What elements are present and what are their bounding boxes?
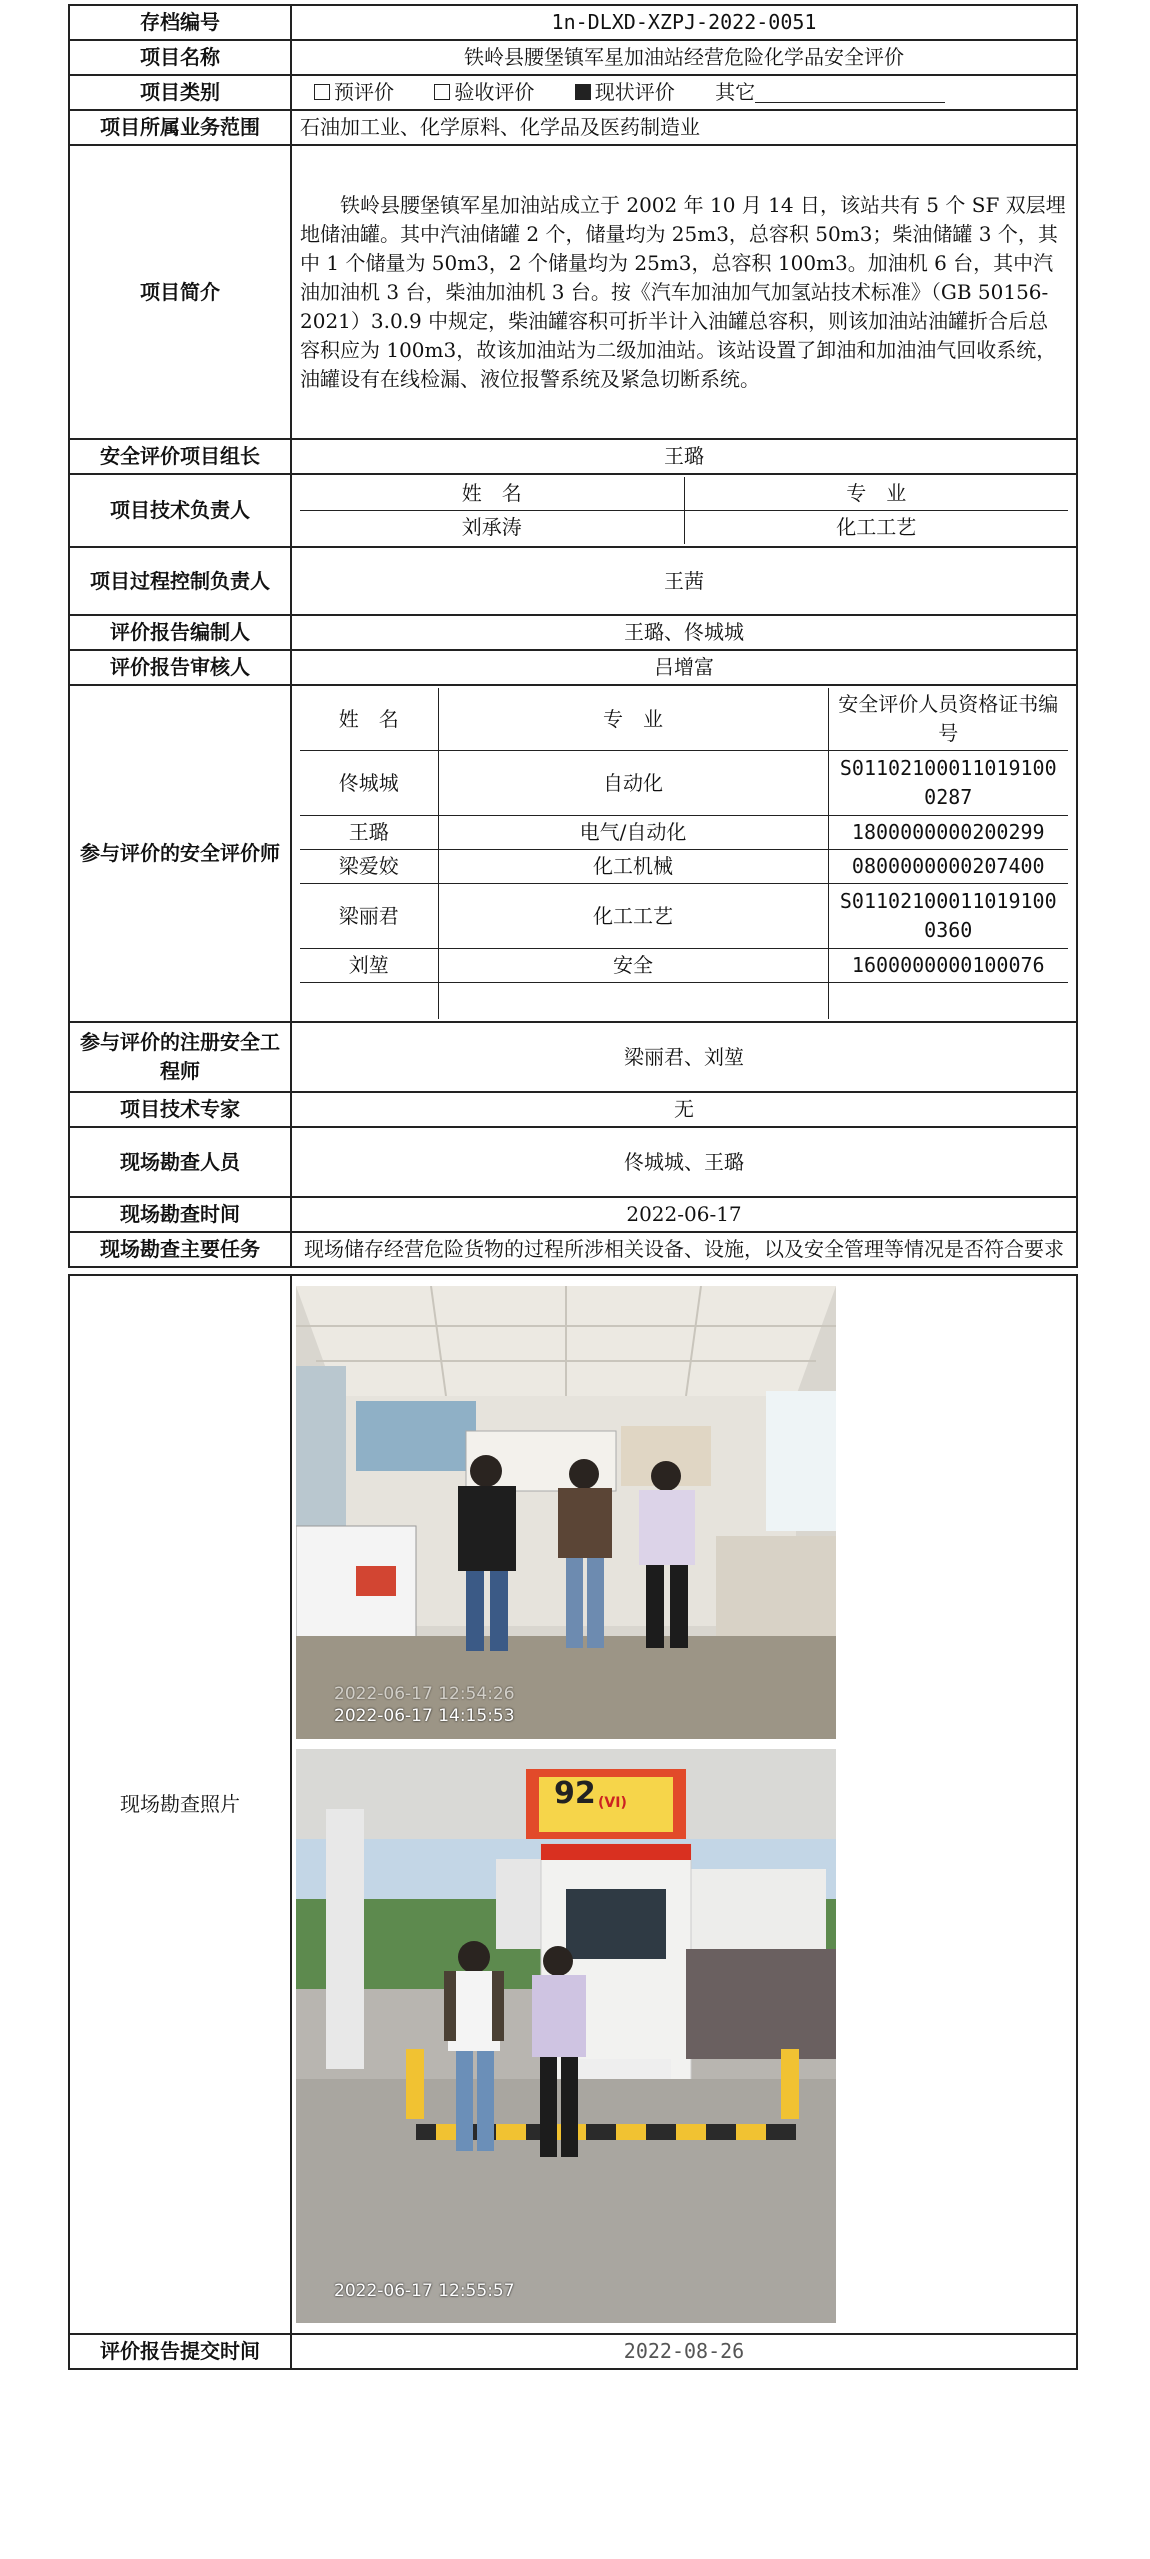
assessors-header-cert: 安全评价人员资格证书编号 [828, 688, 1068, 751]
checkbox-current[interactable] [575, 84, 591, 100]
survey-time-label: 现场勘查时间 [69, 1197, 291, 1232]
survey-photo-pump [296, 1749, 836, 2323]
report-reviewer-label: 评价报告审核人 [69, 650, 291, 685]
tech-lead-label: 项目技术负责人 [69, 474, 291, 547]
assessor-cert: 1800000000200299 [828, 816, 1068, 850]
assessor-major: 化工工艺 [438, 884, 828, 949]
assessor-name: 梁爱姣 [300, 850, 438, 884]
table-row [300, 949, 1068, 983]
row-project-summary [69, 145, 1077, 439]
photo-timestamp: 2022-06-17 12:55:57 [334, 2281, 515, 2301]
pump-sign-grade: 92 [554, 1776, 596, 1811]
process-control-value: 王茜 [291, 547, 1077, 615]
info-table [68, 4, 1078, 1268]
tech-lead-header-name: 姓 名 [300, 477, 684, 511]
report-writers-value: 王璐、佟城城 [291, 615, 1077, 650]
pump-photo-image [296, 1749, 836, 2323]
project-name-label: 项目名称 [69, 40, 291, 75]
row-survey-task [69, 1232, 1077, 1267]
tech-expert-value: 无 [291, 1092, 1077, 1127]
team-leader-value: 王璐 [291, 439, 1077, 474]
survey-staff-value: 佟城城、王璐 [291, 1127, 1077, 1197]
row-tech-lead [69, 474, 1077, 547]
tech-lead-cell [291, 474, 1077, 547]
registered-engineers-value: 梁丽君、刘堃 [291, 1022, 1077, 1092]
project-name-value: 铁岭县腰堡镇军星加油站经营危险化学品安全评价 [291, 40, 1077, 75]
row-report-reviewer [69, 650, 1077, 685]
assessor-cert: S011021000110191000287 [828, 751, 1068, 816]
category-option-pre[interactable]: 预评价 [314, 80, 394, 104]
table-row [300, 850, 1068, 884]
checkbox-pre[interactable] [314, 84, 330, 100]
row-process-control [69, 547, 1077, 615]
row-registered-engineers [69, 1022, 1077, 1092]
table-row-empty [300, 983, 1068, 1020]
project-category-options [291, 75, 1077, 110]
assessor-name: 梁丽君 [300, 884, 438, 949]
assessor-major: 电气/自动化 [438, 816, 828, 850]
row-report-writers [69, 615, 1077, 650]
assessor-name: 刘堃 [300, 949, 438, 983]
archive-no-label: 存档编号 [69, 5, 291, 40]
submit-time-value: 2022-08-26 [291, 2334, 1077, 2369]
pump-sign-sub: (VI) [598, 1795, 627, 1811]
assessor-major: 化工机械 [438, 850, 828, 884]
row-team-leader [69, 439, 1077, 474]
row-assessors [69, 685, 1077, 1022]
assessor-cert: S011021000110191000360 [828, 884, 1068, 949]
table-row [300, 816, 1068, 850]
category-other-blank [755, 82, 945, 103]
assessors-header-major: 专 业 [438, 688, 828, 751]
table-row [300, 751, 1068, 816]
tech-lead-name: 刘承涛 [300, 511, 684, 545]
row-survey-photos [69, 1275, 1077, 2334]
tech-lead-header-major: 专 业 [684, 477, 1068, 511]
photo-timestamp: 2022-06-17 14:15:53 [334, 1706, 515, 1726]
office-photo-image [296, 1286, 836, 1739]
archive-no-value: 1n-DLXD-XZPJ-2022-0051 [291, 5, 1077, 40]
survey-task-value: 现场储存经营危险货物的过程所涉相关设备、设施，以及安全管理等情况是否符合要求 [291, 1232, 1077, 1267]
row-archive-no [69, 5, 1077, 40]
photo-table [68, 1274, 1078, 2370]
assessor-name: 佟城城 [300, 751, 438, 816]
project-summary-label: 项目简介 [69, 145, 291, 439]
tech-lead-major: 化工工艺 [684, 511, 1068, 545]
checkbox-acceptance[interactable] [434, 84, 450, 100]
survey-task-label: 现场勘查主要任务 [69, 1232, 291, 1267]
survey-time-value: 2022-06-17 [291, 1197, 1077, 1232]
submit-time-label: 评价报告提交时间 [69, 2334, 291, 2369]
assessor-major: 安全 [438, 949, 828, 983]
assessors-cell [291, 685, 1077, 1022]
assessor-name: 王璐 [300, 816, 438, 850]
project-summary-text: 铁岭县腰堡镇军星加油站成立于 2002 年 10 月 14 日，该站共有 5 个 SF 双层埋地储油罐。其中汽油储罐 2 个，储量均为 25m3，总容积 50m3；柴油储罐 3 个，其中 1 个储量为 50m3，2 个储量均为 25m3，总容积 100m3。加油机 6 台，其中汽油加油机 3 台，柴油加油机 3 台。按《汽车加油加气加氢站技术标准》（GB 50156-2021）3.0.9 中规定，柴油罐容积可折半计入油罐总容积，则该加油站油罐折合后总容积应为 100m3，故该加油站为二级加油站。该站设置了卸油和加油油气回收系统，油罐设有在线检漏、液位报警系统及紧急切断系统。 [291, 145, 1077, 439]
assessor-cert: 1600000000100076 [828, 949, 1068, 983]
row-survey-staff [69, 1127, 1077, 1197]
survey-photos-cell [291, 1275, 1077, 2334]
photo-timestamp-ghost: 2022-06-17 12:54:26 [334, 1684, 515, 1704]
row-project-category [69, 75, 1077, 110]
row-survey-time [69, 1197, 1077, 1232]
table-row [300, 884, 1068, 949]
row-business-scope [69, 110, 1077, 145]
survey-photo-office [296, 1286, 836, 1739]
team-leader-label: 安全评价项目组长 [69, 439, 291, 474]
report-writers-label: 评价报告编制人 [69, 615, 291, 650]
tech-expert-label: 项目技术专家 [69, 1092, 291, 1127]
survey-staff-label: 现场勘查人员 [69, 1127, 291, 1197]
category-other-label: 其它 [715, 80, 756, 104]
registered-engineers-label: 参与评价的注册安全工程师 [69, 1022, 291, 1092]
business-scope-label: 项目所属业务范围 [69, 110, 291, 145]
assessors-label: 参与评价的安全评价师 [69, 685, 291, 1022]
row-project-name [69, 40, 1077, 75]
survey-photos-label: 现场勘查照片 [69, 1275, 291, 2334]
tech-lead-table [300, 477, 1068, 544]
assessors-table [300, 688, 1068, 1019]
category-option-current[interactable]: 现状评价 [575, 80, 675, 104]
report-reviewer-value: 吕增富 [291, 650, 1077, 685]
assessors-header-name: 姓 名 [300, 688, 438, 751]
evaluation-form [68, 4, 1078, 2370]
business-scope-value: 石油加工业、化学原料、化学品及医药制造业 [291, 110, 1077, 145]
row-tech-expert [69, 1092, 1077, 1127]
project-category-label: 项目类别 [69, 75, 291, 110]
assessors-header-row [300, 688, 1068, 751]
process-control-label: 项目过程控制负责人 [69, 547, 291, 615]
assessor-cert: 0800000000207400 [828, 850, 1068, 884]
row-submit-time [69, 2334, 1077, 2369]
category-option-acceptance[interactable]: 验收评价 [434, 80, 534, 104]
assessor-major: 自动化 [438, 751, 828, 816]
